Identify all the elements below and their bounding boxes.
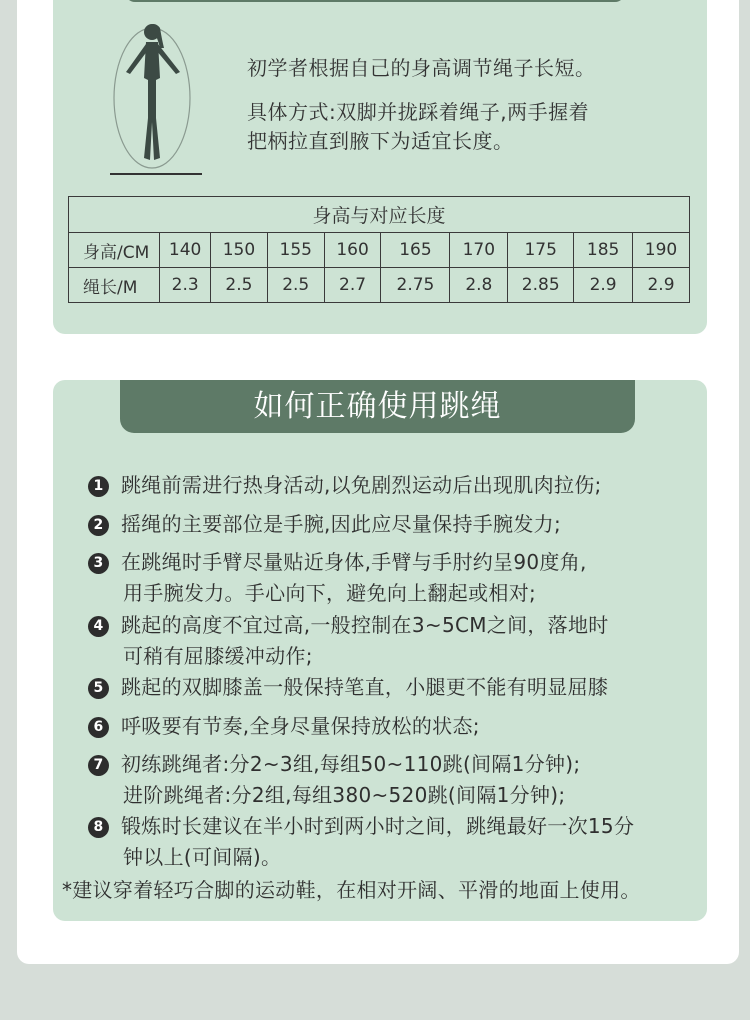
tip-item	[88, 470, 602, 501]
table-cell: 140	[160, 233, 211, 268]
number-badge-icon: 5	[88, 678, 109, 699]
number-badge-icon: 8	[88, 817, 109, 838]
table-cell: 2.9	[633, 268, 690, 303]
table-cell: 155	[267, 233, 324, 268]
table-cell: 2.5	[267, 268, 324, 303]
table-cell: 2.3	[160, 268, 211, 303]
number-badge-icon: 3	[88, 553, 109, 574]
tip-text: 跳绳前需进行热身活动,以免剧烈运动后出现肌肉拉伤;	[121, 473, 602, 497]
number-badge-icon: 2	[88, 515, 109, 536]
table-cell: 185	[574, 233, 633, 268]
tip-item	[88, 672, 608, 703]
tip-item	[88, 811, 634, 873]
intro-line-3: 把柄拉直到腋下为适宜长度。	[247, 129, 514, 153]
tip-text: 跳起的高度不宜过高,一般控制在3~5CM之间，落地时	[121, 613, 609, 637]
row-label-length: 绳长/M	[69, 268, 160, 303]
tip-item	[88, 509, 561, 540]
number-badge-icon: 7	[88, 755, 109, 776]
tip-item	[88, 610, 609, 672]
tip-item	[88, 711, 480, 742]
table-cell: 190	[633, 233, 690, 268]
number-badge-icon: 6	[88, 717, 109, 738]
number-badge-icon: 4	[88, 616, 109, 637]
table-row-length	[69, 268, 690, 303]
table-cell: 2.5	[211, 268, 268, 303]
table-caption: 身高与对应长度	[69, 197, 690, 233]
intro-line-1: 初学者根据自己的身高调节绳子长短。	[247, 56, 596, 80]
intro-line-2: 具体方式:双脚并拢踩着绳子,两手握着	[247, 100, 590, 124]
jump-rope-figure-icon	[104, 18, 204, 178]
tip-text: 呼吸要有节奏,全身尽量保持放松的状态;	[121, 714, 480, 738]
table-cell: 165	[381, 233, 450, 268]
tip-text: 在跳绳时手臂尽量贴近身体,手臂与手肘约呈90度角,	[121, 550, 587, 574]
table-cell: 170	[450, 233, 508, 268]
table-cell: 2.9	[574, 268, 633, 303]
top-tab	[125, 0, 625, 2]
tip-text-continued: 进阶跳绳者:分2组,每组380~520跳(间隔1分钟);	[123, 783, 566, 807]
row-label-height: 身高/CM	[69, 233, 160, 268]
tip-text: 锻炼时长建议在半小时到两小时之间，跳绳最好一次15分	[121, 814, 635, 838]
number-badge-icon: 1	[88, 476, 109, 497]
table-cell: 2.8	[450, 268, 508, 303]
tip-item	[88, 547, 587, 609]
tip-text-continued: 用手腕发力。手心向下，避免向上翻起或相对;	[123, 581, 537, 605]
table-cell: 2.7	[324, 268, 381, 303]
section-title: 如何正确使用跳绳	[120, 380, 635, 433]
table-cell: 2.75	[381, 268, 450, 303]
table-row-height	[69, 233, 690, 268]
tip-item	[88, 749, 580, 811]
footnote: *建议穿着轻巧合脚的运动鞋，在相对开阔、平滑的地面上使用。	[62, 878, 641, 902]
table-cell: 160	[324, 233, 381, 268]
table-cell: 175	[508, 233, 574, 268]
tip-text: 初练跳绳者:分2~3组,每组50~110跳(间隔1分钟);	[121, 752, 581, 776]
tip-text-continued: 可稍有屈膝缓冲动作;	[123, 644, 313, 668]
table-cell: 2.85	[508, 268, 574, 303]
tip-text: 跳起的双脚膝盖一般保持笔直，小腿更不能有明显屈膝	[121, 675, 609, 699]
table-cell: 150	[211, 233, 268, 268]
height-length-table	[68, 196, 690, 303]
tip-text-continued: 钟以上(可间隔)。	[123, 845, 282, 869]
tip-text: 摇绳的主要部位是手腕,因此应尽量保持手腕发力;	[121, 512, 561, 536]
